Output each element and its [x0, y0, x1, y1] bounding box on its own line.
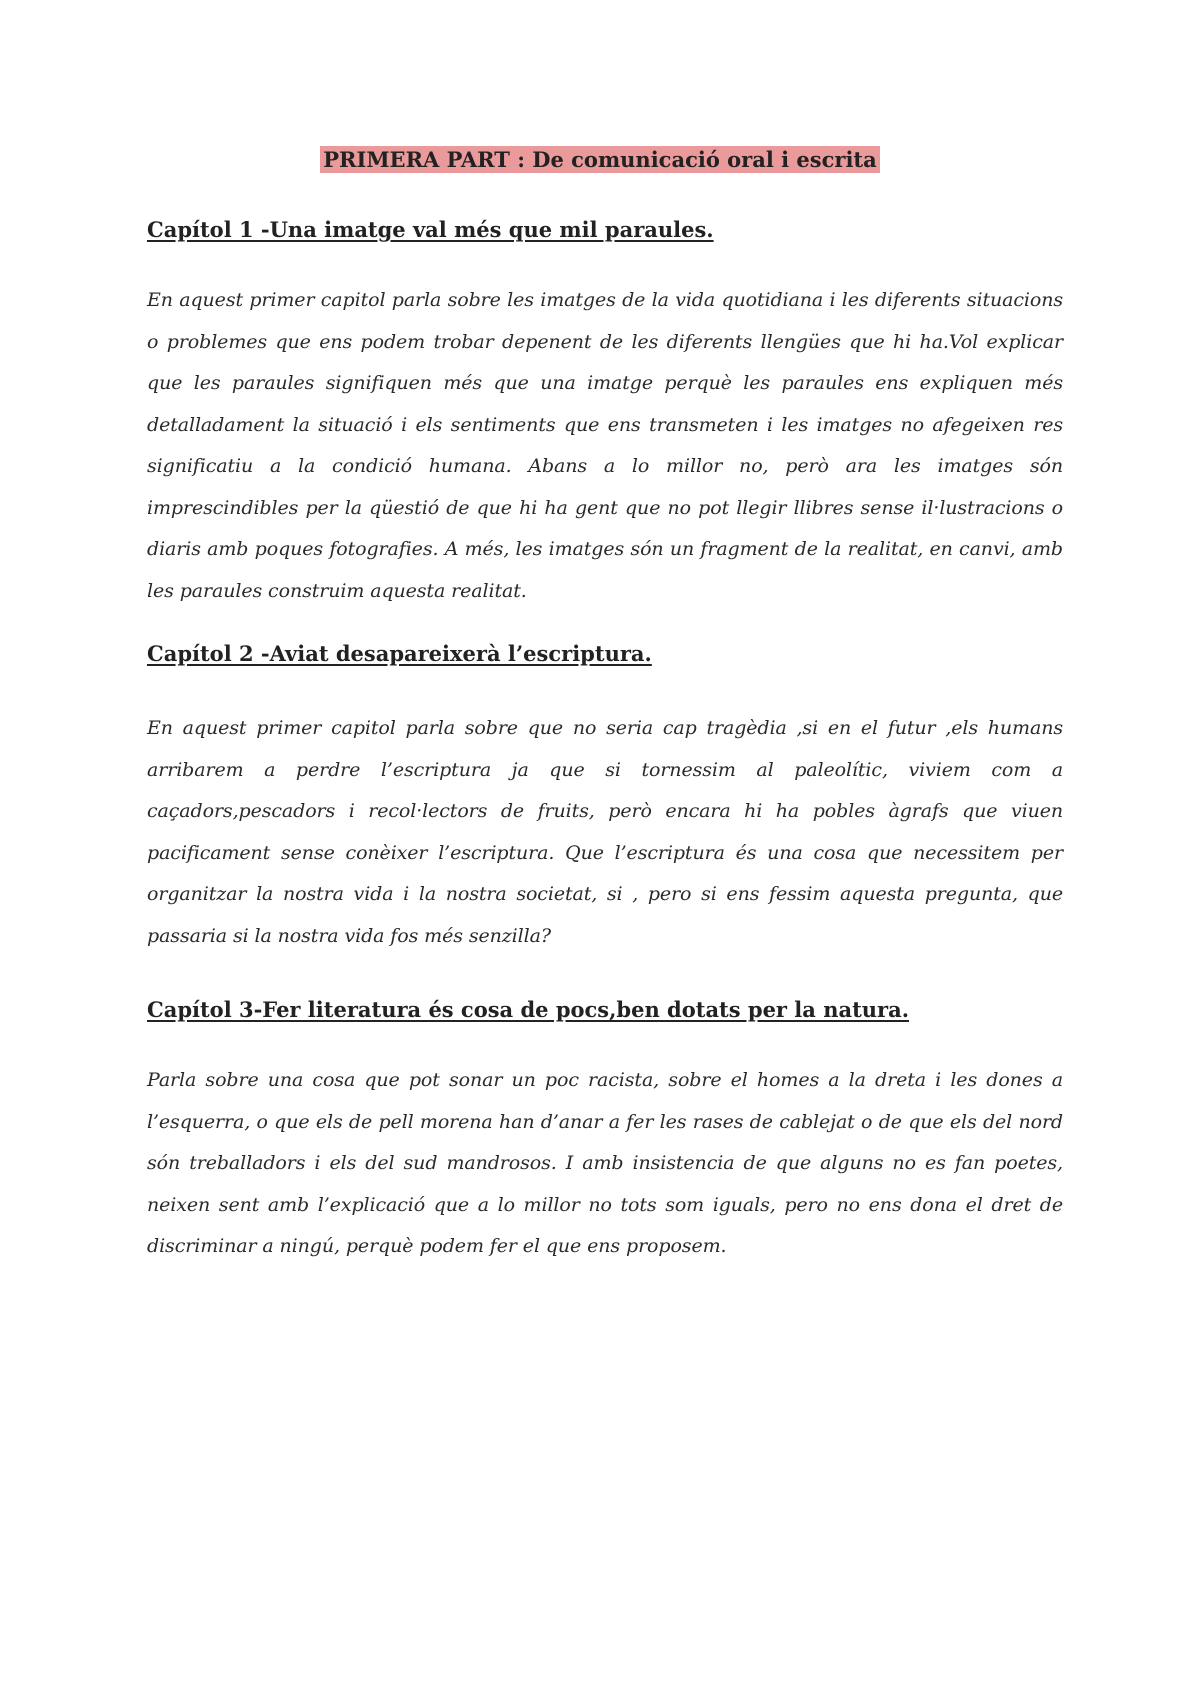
chapter-3-heading: Capítol 3-Fer literatura és cosa de pocs,ben dotats per la natura.	[147, 997, 910, 1022]
chapter-2-body: En aquest primer capitol parla sobre que no seria cap tragèdia ,si en el futur ,els humans arribarem a perdre l’escriptura ja que si tornessim al paleolític, viviem com a caçadors,pescadors i recol·lectors de fruits, però encara hi ha pobles àgrafs que viuen pacificament sense conèixer l’escriptura. Que l’escriptura és una cosa que necessitem per organitzar la nostra vida i la nostra societat, si , pero si ens fessim aquesta pregunta, que passaria si la nostra vida fos més senzilla?	[147, 717, 1063, 947]
part-title	[0, 146, 1200, 174]
chapter-2-heading: Capítol 2 -Aviat desapareixerà l’escriptura.	[147, 641, 652, 666]
chapter-3-body: Parla sobre una cosa que pot sonar un poc racista, sobre el homes a la dreta i les dones a l’esquerra, o que els de pell morena han d’anar a fer les rases de cablejat o de que els del nord són treballadors i els del sud mandrosos. I amb insistencia de que alguns no es fan poetes, neixen sent amb l’explicació que a lo millor no tots som iguals, pero no ens dona el dret de discriminar a ningú, perquè podem fer el que ens proposem.	[147, 1069, 1063, 1257]
chapter-1-body: En aquest primer capitol parla sobre les imatges de la vida quotidiana i les diferents situacions o problemes que ens podem trobar depenent de les diferents llengües que hi ha.Vol explicar que les paraules signifiquen més que una imatge perquè les paraules ens expliquen més detalladament la situació i els sentiments que ens transmeten i les imatges no afegeixen res significatiu a la condició humana. Abans a lo millor no, però ara les imatges són imprescindibles per la qüestió de que hi ha gent que no pot llegir llibres sense il·lustracions o diaris amb poques fotografies. A més, les imatges són un fragment de la realitat, en canvi, amb les paraules construim aquesta realitat.	[147, 289, 1063, 602]
part-title-text: PRIMERA PART : De comunicació oral i escrita	[320, 146, 879, 173]
chapter-1-heading: Capítol 1 -Una imatge val més que mil paraules.	[147, 217, 714, 242]
